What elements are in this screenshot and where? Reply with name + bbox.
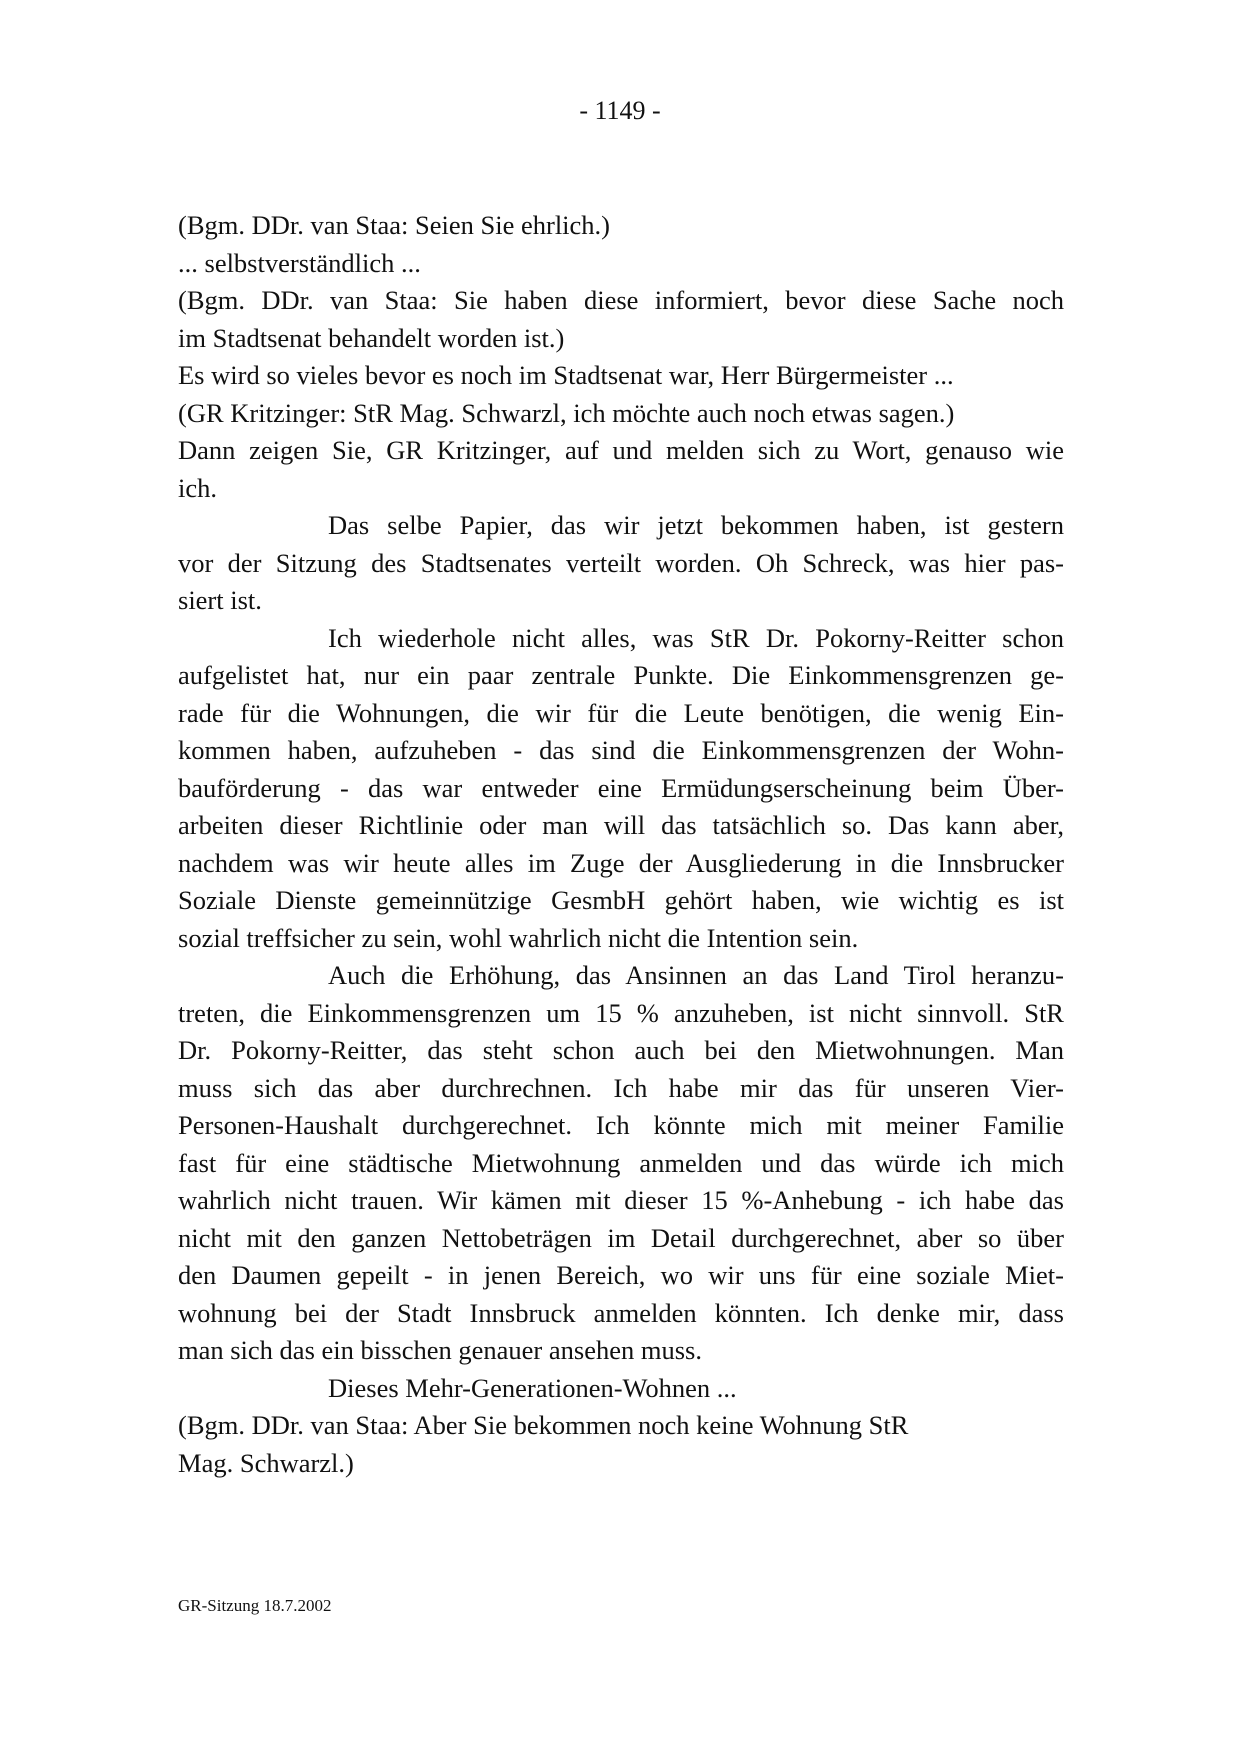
text-line: wahrlich nicht trauen. Wir kämen mit dieser 15 %-Anhebung - ich habe das — [178, 1185, 1064, 1215]
text-line: man sich das ein bisschen genauer ansehen muss. — [178, 1335, 702, 1365]
text-line: nicht mit den ganzen Nettobeträgen im Detail durchgerechnet, aber so über — [178, 1222, 1064, 1253]
text-line: (Bgm. DDr. van Staa: Aber Sie bekommen noch keine Wohnung StR — [178, 1410, 909, 1440]
text-line: aufgelistet hat, nur ein paar zentrale Punkte. Die Einkommensgrenzen ge- — [178, 660, 1064, 690]
text-line: fast für eine städtische Mietwohnung anmelden und das würde ich mich — [178, 1147, 1064, 1178]
footer: GR-Sitzung 18.7.2002 — [178, 1596, 332, 1615]
text-line: treten, die Einkommensgrenzen um 15 % anzuheben, ist nicht sinnvoll. StR — [178, 997, 1064, 1028]
text-line: ich. — [178, 472, 217, 503]
text-line: nachdem was wir heute alles im Zuge der Ausgliederung in die Innsbrucker — [178, 847, 1064, 878]
text-line: Personen-Haushalt durchgerechnet. Ich könnte mich mit meiner Familie — [178, 1110, 1064, 1140]
text-line: Dr. Pokorny-Reitter, das steht schon auch bei den Mietwohnungen. Man — [178, 1035, 1064, 1065]
text-line: Auch die Erhöhung, das Ansinnen an das Land Tirol heranzu- — [328, 960, 1064, 990]
body-text — [178, 207, 1064, 1482]
text-line: im Stadtsenat behandelt worden ist.) — [178, 322, 565, 353]
text-line: siert ist. — [178, 585, 262, 615]
text-line: Es wird so vieles bevor es noch im Stadtsenat war, Herr Bürgermeister ... — [178, 360, 954, 390]
text-line: kommen haben, aufzuheben - das sind die Einkommensgrenzen der Wohn- — [178, 735, 1064, 765]
text-line: wohnung bei der Stadt Innsbruck anmelden könnten. Ich denke mir, dass — [178, 1297, 1064, 1328]
text-line: Dann zeigen Sie, GR Kritzinger, auf und melden sich zu Wort, genauso wie — [178, 435, 1064, 465]
text-line: Das selbe Papier, das wir jetzt bekommen haben, ist gestern — [328, 510, 1064, 540]
text-line: rade für die Wohnungen, die wir für die Leute benötigen, die wenig Ein- — [178, 697, 1064, 728]
text-line: bauförderung - das war entweder eine Ermüdungserscheinung beim Über- — [178, 772, 1064, 803]
page-number: - 1149 - — [579, 96, 661, 125]
text-line: Ich wiederhole nicht alles, was StR Dr. Pokorny-Reitter schon — [328, 622, 1064, 653]
text-line: arbeiten dieser Richtlinie oder man will das tatsächlich so. Das kann aber, — [178, 810, 1064, 840]
text-line: (GR Kritzinger: StR Mag. Schwarzl, ich möchte auch noch etwas sagen.) — [178, 397, 955, 428]
text-line: (Bgm. DDr. van Staa: Seien Sie ehrlich.) — [178, 210, 611, 240]
text-line: sozial treffsicher zu sein, wohl wahrlich nicht die Intention sein. — [178, 922, 859, 953]
text-line: muss sich das aber durchrechnen. Ich habe mir das für unseren Vier- — [178, 1072, 1064, 1103]
text-line: Mag. Schwarzl.) — [178, 1447, 354, 1478]
text-line: (Bgm. DDr. van Staa: Sie haben diese informiert, bevor diese Sache noch — [178, 285, 1064, 315]
text-line: ... selbstverständlich ... — [178, 247, 421, 278]
text-line: vor der Sitzung des Stadtsenates verteilt worden. Oh Schreck, was hier pas- — [178, 547, 1064, 578]
text-line: den Daumen gepeilt - in jenen Bereich, wo wir uns für eine soziale Miet- — [178, 1260, 1064, 1290]
text-line: Soziale Dienste gemeinnützige GesmbH gehört haben, wie wichtig es ist — [178, 885, 1064, 915]
text-line: Dieses Mehr-Generationen-Wohnen ... — [328, 1372, 737, 1403]
